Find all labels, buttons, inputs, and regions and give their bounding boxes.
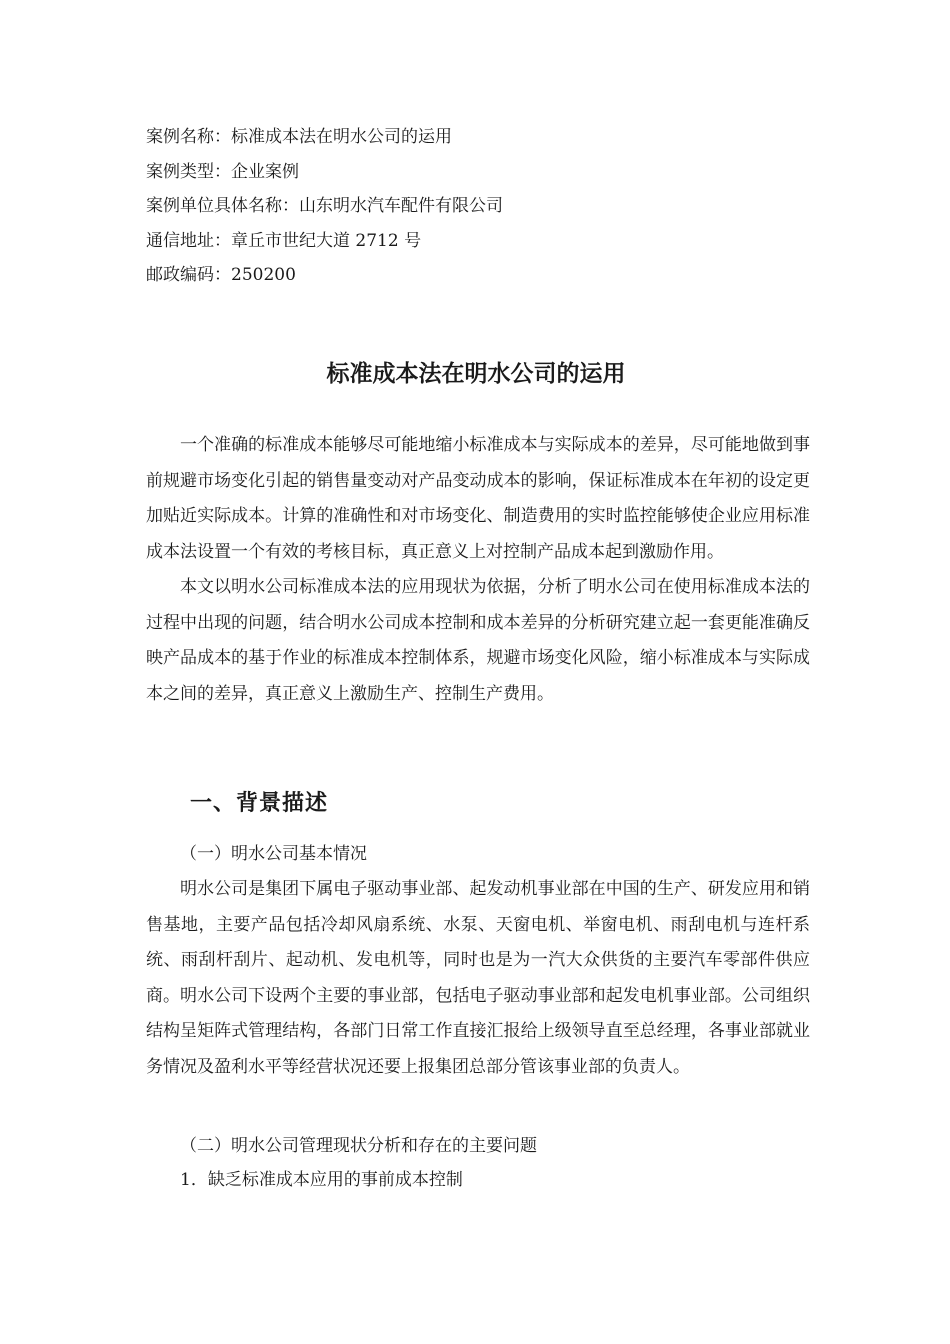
case-info-block [146, 120, 806, 293]
intro-block [146, 428, 810, 712]
intro-paragraph-1: 一个准确的标准成本能够尽可能地缩小标准成本与实际成本的差异，尽可能地做到事前规避市场变化引起的销售量变动对产品变动成本的影响，保证标准成本在年初的设定更加贴近实际成本。计算的准确性和对市场变化、制造费用的实时监控能够使企业应用标准成本法设置一个有效的考核目标，真正意义上对控制产品成本起到激励作用。 [146, 435, 810, 562]
case-postcode-line: 邮政编码：250200 [146, 265, 296, 285]
case-unit-line: 案例单位具体名称：山东明水汽车配件有限公司 [146, 196, 503, 216]
case-address-line: 通信地址：章丘市世纪大道 2712 号 [146, 230, 422, 251]
subsection-heading-basic-info: （一）明水公司基本情况 [180, 844, 367, 864]
basic-info-paragraph: 明水公司是集团下属电子驱动事业部、起发动机事业部在中国的生产、研发应用和销售基地，主要产品包括冷却风扇系统、水泵、天窗电机、举窗电机、雨刮电机与连杆系统、雨刮杆刮片、起动机、发电机等，同时也是为一汽大众供货的主要汽车零部件供应商。明水公司下设两个主要的事业部，包括电子驱动事业部和起发电机事业部。公司组织结构呈矩阵式管理结构，各部门日常工作直接汇报给上级领导直至总经理，各事业部就业务情况及盈利水平等经营状况还要上报集团总部分管该事业部的负责人。 [146, 879, 810, 1077]
section-heading-background: 一、背景描述 [190, 791, 329, 816]
subsection-heading-problems: （二）明水公司管理现状分析和存在的主要问题 [180, 1136, 537, 1156]
basic-info-block [146, 872, 810, 1085]
case-type-line: 案例类型：企业案例 [146, 161, 299, 182]
intro-paragraph-2: 本文以明水公司标准成本法的应用现状为依据，分析了明水公司在使用标准成本法的过程中出现的问题，结合明水公司成本控制和成本差异的分析研究建立起一套更能准确反映产品成本的基于作业的标准成本控制体系，规避市场变化风险，缩小标准成本与实际成本之间的差异，真正意义上激励生产、控制生产费用。 [146, 577, 810, 704]
case-name-line: 案例名称：标准成本法在明水公司的运用 [146, 127, 452, 147]
item-heading-1: 1．缺乏标准成本应用的事前成本控制 [180, 1170, 463, 1190]
document-title: 标准成本法在明水公司的运用 [326, 361, 626, 387]
